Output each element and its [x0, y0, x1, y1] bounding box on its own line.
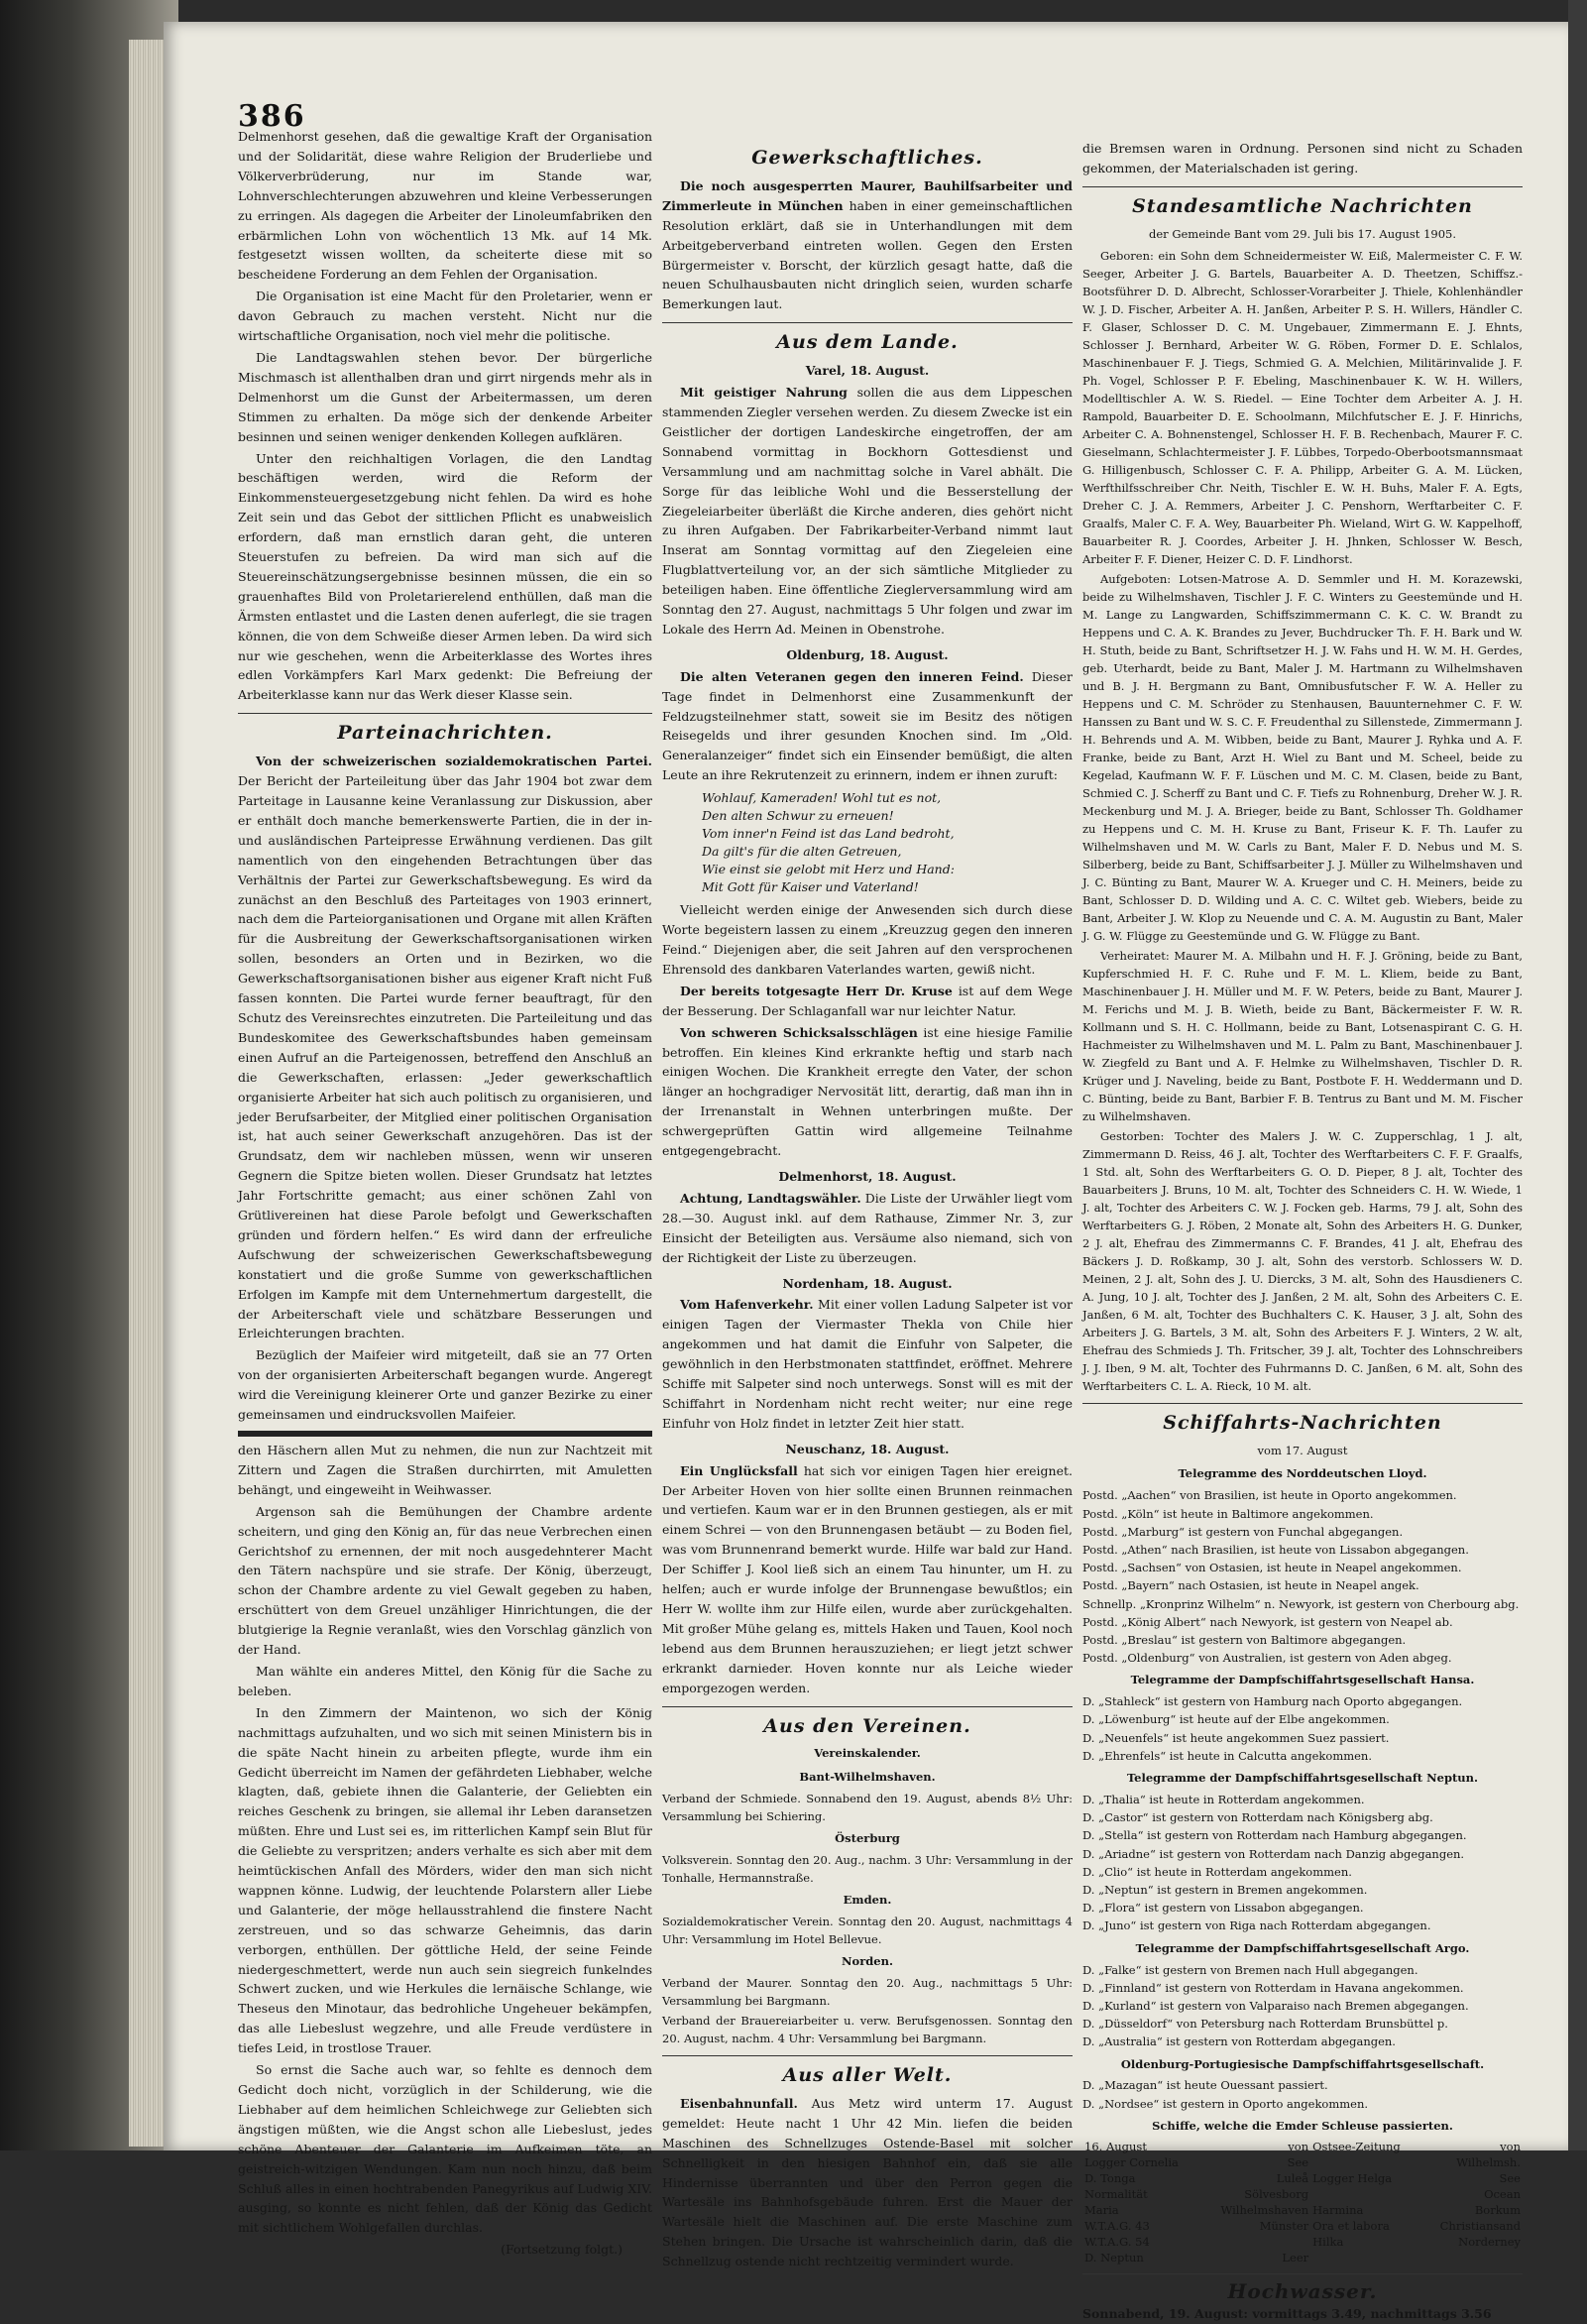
telegram-line: Schnellp. „Kronprinz Wilhelm“ n. Newyork, ist gestern von Cherbourg abg. [1082, 1596, 1520, 1611]
subheading: vom 17. August [1257, 1443, 1348, 1457]
poem-line: Da gilt's für die alten Getreuen, [702, 844, 902, 860]
telegram-line: D. „Clio“ ist heute in Rotterdam angekommen. [1082, 1864, 1352, 1879]
telegram-list [1082, 1791, 1523, 1935]
telegram-line: Postd. „Athen“ nach Brasilien, ist heute von Lissabon abgegangen. [1082, 1542, 1469, 1557]
dateline: Delmenhorst, 18. August. [778, 1168, 957, 1184]
lock-table-cell [1310, 2250, 1420, 2266]
telegram-line: Postd. „Breslau“ ist gestern von Baltimore abgegangen. [1082, 1632, 1407, 1647]
paragraph: Mit einer vollen Ladung Salpeter ist vor einigen Tagen der Viermaster Thekla von Chile hier angekommen und hat damit die Einfuhr von Salpeter, die gewöhnlich in den Herbstmonaten stattfindet, eröffnet. Mehrere Schiffe mit Salpeter sind noch unterwegs. Sonst will es mit der Schiffahrt in Nordenham nicht recht weiter; nur eine rege Einfuhr von Holz findet in letzter Zeit hier statt. [662, 1297, 1073, 1431]
dateline: Varel, 18. August. [805, 363, 930, 379]
lock-table-row [1082, 2139, 1523, 2154]
lock-table-cell: W.T.A.G. 54 [1084, 2234, 1150, 2249]
paragraph: die Bremsen waren in Ordnung. Personen sind nicht zu Schaden gekommen, der Materialschaden ist gering. [1082, 141, 1523, 175]
lock-table-cell [1310, 2186, 1420, 2202]
telegram-list [1082, 1692, 1523, 1765]
place-heading: Österburg [835, 1831, 900, 1846]
article-lead: Der bereits totgesagte Herr Dr. Kruse [680, 983, 953, 998]
registry-banns: Aufgeboten: Lotsen-Matrose A. D. Semmler und H. M. Korazewski, beide zu Wilhelmshaven, Tischler J. F. C. Winters zu Geestemünde und H. M. Lange zu Langwarden, Schiffszimmermann C. K. C. W. Brandt zu Heppens und C. A. K. Brandes zu Jever, Buchdrucker Th. F. H. Bark und W. H. Stuth, beide zu Bant, Schriftsetzer H. J. W. Fahs und H. W. M. H. Gerdes, geb. Uterhardt, beide zu Bant, Maler J. M. Hartmann zu Wilhelmshaven und B. J. H. Bergmann zu Bant, Omnibusfutscher F. W. A. Heller zu Heppens und C. M. Schröder zu Stenhausen, Bauunternehmer C. F. W. Hanssen zu Bant und W. S. C. F. Freudenthal zu Sillenstede, Zimmermann J. H. Behrends und A. M. Wibben, beide zu Bant, Maurer J. Ryhka und A. F. Franke, beide zu Bant, Arzt H. Wiel zu Bant und M. Scheel, beide zu Kegelad, Kaufmann W. F. F. Lüschen und M. C. M. Clasen, beide zu Bant, Schmied C. J. Scherff zu Bant und C. F. Tiefs zu Rohnenburg, Dreher W. J. R. Meckenburg und M. J. A. Brieger, beide zu Bant, Schlosser Th. Goldhamer zu Heppens und C. M. H. Kruse zu Bant, Friseur K. F. Th. Laufer zu Wilhelmshaven und M. W. Carls zu Bant, Maler F. D. Nebus und M. S. Silberberg, beide zu Bant, Schiffsarbeiter J. J. Müller zu Wilhelmshaven und J. C. Bünting zu Bant, Maurer W. A. Krueger und C. H. Meiners, beide zu Bant, Schlosser D. D. Wilding und A. C. C. Wiltet geb. Wiebers, beide zu Bant, Arbeiter J. W. Klop zu Neuende und C. A. M. Augustin zu Bant, Maler J. G. W. Flügge zu Geestemünde und G. W. Flügge zu Bant. [1082, 571, 1523, 943]
telegram-line: D. „Neuenfels“ ist heute angekommen Suez passiert. [1082, 1730, 1390, 1745]
lock-table-cell: Maria [1084, 2202, 1119, 2217]
telegram-line: D. „Neptun“ ist gestern in Bremen angekommen. [1082, 1883, 1368, 1898]
telegram-line: D. „Flora“ ist gestern von Lissabon abgegangen. [1082, 1901, 1364, 1916]
lock-table-cell: Logger Helga [1312, 2170, 1393, 2185]
lock-table-cell: D. Tonga [1084, 2170, 1136, 2185]
lock-table-cell: Münster [1259, 2218, 1309, 2233]
poem-line: Den alten Schwur zu erneuen! [702, 808, 894, 824]
event-entry: Verband der Maurer. Sonntag den 20. Aug., nachmittags 5 Uhr: Versammlung bei Bargmann. [662, 1975, 1073, 2008]
lock-table-cell: D. Neptun [1084, 2250, 1144, 2265]
lock-table-row [1082, 2154, 1523, 2170]
lock-table-row [1082, 2250, 1523, 2266]
lock-table-cell: Wilhelmsh. [1456, 2154, 1521, 2169]
dateline: Oldenburg, 18. August. [786, 646, 949, 662]
telegram-line: D. „Ariadne“ ist gestern von Rotterdam nach Danzig abgegangen. [1082, 1846, 1465, 1861]
paragraph: In den Zimmern der Maintenon, wo sich der König nachmittags aufzuhalten, und wo sich mit seinen Ministern bis in die späte Nacht hinein zu arbeiten pflegte, wurde ihm ein Gedicht überreicht im Namen der gefährdeten Liebhaber, welche klagten, daß, gebiete ihnen die Galanterie, der Geliebten ein reiches Geschenk zu bringen, sie allemal ihr Leben daransetzen müßten. Ehre und Lust sei es, im ritterlichen Kampf sein Blut für die Geliebte zu verspritzen; anders verhalte es sich aber mit dem heimtückischen Anfall des Mörders, wider den man sich nicht wappnen könne. Ludwig, der leuchtende Polarstern aller Liebe und Galanterie, der möge hellausstrahlend die finstere Nacht zerstreuen, und so das schwarze Geheimnis, das darin verborgen, enthüllen. Der göttliche Held, der seine Feinde niedergeschmettert, werde nun auch sein siegreich funkelndes Schwert zucken, und wie Herkules die lernäische Schlange, wie Theseus den Minotaur, das bedrohliche Ungeheuer bekämpfen, das alle Liebeslust wegzehre, und alle Freude verdüstere in tiefes Leid, in trostlose Trauer. [238, 1704, 652, 2056]
dateline: Nordenham, 18. August. [782, 1275, 953, 1291]
telegram-list [1082, 1961, 1523, 2051]
divider [662, 322, 1073, 323]
telegram-heading: Oldenburg-Portugiesische Dampfschiffahrtsgesellschaft. [1120, 2056, 1485, 2071]
paragraph: Vielleicht werden einige der Anwesenden sich durch diese Worte begeistern lassen zu einem „Kreuzzug gegen den inneren Feind.“ Diejenigen aber, die seit Jahren auf den versprochenen Ehrensold des dankbaren Vaterlandes warten, gewiß nicht. [662, 902, 1073, 977]
divider [1082, 2273, 1523, 2274]
divider [238, 713, 652, 714]
lock-table-cell: Borkum [1474, 2202, 1521, 2217]
telegram-line: D. „Stella“ ist gestern von Rotterdam nach Hamburg abgegangen. [1082, 1828, 1467, 1843]
lock-table-cell: Logger Cornelia [1084, 2154, 1179, 2169]
paragraph: hat sich vor einigen Tagen hier ereignet. Der Arbeiter Hoven von hier sollte einen Brunnen reinmachen und vertiefen. Kaum war er in den Brunnen gestiegen, als er mit einem Schrei — von den Brunnengasen betäubt — zu Boden fiel, was vom Brunnenrand bemerkt wurde. Hilfe war bald zur Hand. Der Schiffer J. Kool ließ sich an einem Tau hinunter, um H. zu helfen; auch er wurde infolge der Brunnengase bewußtlos; ein Herr W. wollte ihm zur Hilfe eilen, wurde aber zurückgehalten. Mit großer Mühe gelang es, mittels Haken und Tauen, Kool noch lebend aus dem Brunnen herauszuziehen; er liegt jetzt schwer erkrankt darnieder. Hoven konnte nur als Leiche wieder emporgezogen werden. [662, 1462, 1073, 1695]
place-heading: Norden. [842, 1954, 893, 1969]
page-number: 386 [238, 99, 306, 134]
subheading: der Gemeinde Bant vom 29. Juli bis 17. August 1905. [1149, 226, 1456, 241]
high-water-heading: Hochwasser. [1227, 2278, 1378, 2303]
continued-note: (Fortsetzung folgt.) [501, 2242, 623, 2258]
telegram-line: Postd. „Köln“ ist heute in Baltimore angekommen. [1082, 1506, 1374, 1521]
union-lead: Die noch ausgesperrten Maurer, Bauhilfsarbeiter und Zimmerleute in München [662, 177, 1073, 213]
lock-table-cell [1310, 2154, 1420, 2170]
telegram-line: D. „Mazagan“ ist heute Ouessant passiert. [1082, 2078, 1328, 2093]
paragraph: Aus Metz wird unterm 17. August gemeldet: Heute nacht 1 Uhr 42 Min. liefen die beiden Maschinen des Schnellzuges Ostende-Basel mit solcher Schnelligkeit in den hiesigen Bahnhof ein, daß sie alle Hindernisse überrannten und über den Perron gegen die Wartesäle ins Bahnhofsgebäude fuhren. Erst die Mauer der Wartesäle hielt die Maschinen auf. Die erste Maschine zum Stehen bringen. Die Ursache ist wahrscheinlich darin, daß die Schnellzug ostende nicht rechtzeitig vermindert wurde. [662, 2095, 1073, 2269]
subheading: Vereinskalender. [814, 1746, 921, 1761]
section-heading-registry: Standesamtliche Nachrichten [1132, 194, 1473, 217]
poem-line: Wie einst sie gelobt mit Herz und Hand: [702, 862, 955, 877]
event-entry: Verband der Schmiede. Sonnabend den 19. August, abends 8½ Uhr: Versammlung bei Schiering. [662, 1792, 1073, 1824]
article-lead: Eisenbahnunfall. [680, 2095, 798, 2111]
telegram-line: Postd. „König Albert“ nach Newyork, ist gestern von Neapel ab. [1082, 1614, 1453, 1629]
lock-table-cell: Sölvesborg [1244, 2186, 1309, 2201]
paragraph: ist eine hiesige Familie betroffen. Ein kleines Kind erkrankte heftig und starb nach einigen Wochen. Die Krankheit erregte den Vater, der schon länger an hochgradiger Nervosität litt, derartig, daß man ihn in der Irrenanstalt in Wehnen unterbringen mußte. Der schwergeprüften Gattin wird allgemeine Teilnahme entgegengebracht. [662, 1024, 1073, 1159]
lock-table-cell: Hilka [1312, 2234, 1344, 2249]
lock-table-cell: von [1288, 2139, 1309, 2153]
telegram-line: D. „Nordsee“ ist gestern in Oporto angekommen. [1082, 2096, 1369, 2111]
scan-border [1568, 0, 1587, 2150]
telegram-heading: Telegramme der Dampfschiffahrtsgesellschaft Hansa. [1130, 1673, 1475, 1687]
telegram-line: Postd. „Oldenburg“ von Australien, ist gestern von Aden abgeg. [1082, 1651, 1452, 1666]
lock-table-cell: Ostsee-Zeitung [1312, 2139, 1401, 2153]
lock-table-cell: Ocean [1484, 2186, 1521, 2201]
poem [702, 789, 1073, 896]
divider [1082, 186, 1523, 187]
paragraph: den Häschern allen Mut zu nehmen, die nun zur Nachtzeit mit Zittern und Zagen die Straßen durchirrten, mit Amuletten behängt, und eingeweiht in Weihwasser. [238, 1443, 652, 1497]
telegram-line: D. „Castor“ ist gestern von Rotterdam nach Königsberg abg. [1082, 1810, 1433, 1825]
poem-line: Vom inner'n Feind ist das Land bedroht, [702, 826, 955, 842]
lock-table-row [1082, 2234, 1523, 2250]
telegram-line: Postd. „Marburg“ ist gestern von Funchal abgegangen. [1082, 1524, 1404, 1539]
dateline: Neuschanz, 18. August. [785, 1441, 950, 1456]
lock-table-cell: Christiansand [1439, 2218, 1521, 2233]
divider [662, 1706, 1073, 1707]
column-right [1082, 139, 1523, 2324]
lock-table-row [1082, 2186, 1523, 2202]
telegram-heading: Telegramme des Norddeutschen Lloyd. [1178, 1466, 1427, 1481]
lock-table [1082, 2139, 1523, 2266]
event-entry: Verband der Brauereiarbeiter u. verw. Berufsgenossen. Sonntag den 20. August, nachm. 4 Uhr: Versammlung bei Bargmann. [662, 2013, 1073, 2045]
paragraph: Argenson sah die Bemühungen der Chambre ardente scheitern, und ging den König an, für das neue Verbrechen einen Gerichtshof zu ernennen, der mit noch ausgedehnterer Macht den Tätern nachspüre und sie strafe. Der König, überzeugt, schon der Chambre ardente zu viel Gewalt gegeben zu haben, erschüttert von dem Greuel unzähliger Hinrichtungen, die der blutgierige la Regnie veranlaßt, wies den Vorschlag gänzlich von der Hand. [238, 1503, 652, 1658]
lock-table-row [1082, 2218, 1523, 2234]
lock-table-cell: von [1500, 2139, 1521, 2153]
section-heading-clubs: Aus den Vereinen. [763, 1714, 971, 1737]
paragraph: Bezüglich der Maifeier wird mitgeteilt, daß sie an 77 Orten von der organisierten Arbeiterschaft begangen wurde. Angeregt wird die Vereinigung kleinerer Orte und ganzer Bezirke zu einer gemeinsamen und eindrucksvollen Maifeier. [238, 1347, 652, 1423]
divider [662, 2055, 1073, 2056]
telegram-line: D. „Finnland“ ist gestern von Rotterdam in Havana angekommen. [1082, 1980, 1464, 1995]
event-entry: Volksverein. Sonntag den 20. Aug., nachm. 3 Uhr: Versammlung in der Tonhalle, Hermannstraße. [662, 1853, 1073, 1886]
telegram-line: Postd. „Aachen“ von Brasilien, ist heute in Oporto angekommen. [1082, 1488, 1457, 1503]
lock-table-cell: Norderney [1458, 2234, 1521, 2249]
paragraph: ist auf dem Wege der Besserung. Der Schlaganfall war nur leichter Natur. [662, 983, 1073, 1018]
telegram-line: D. „Stahleck“ ist gestern von Hamburg nach Oporto abgegangen. [1082, 1694, 1463, 1709]
lock-table-cell: See [1499, 2170, 1521, 2185]
lock-table-cell [1200, 2234, 1310, 2250]
registry-deaths: Gestorben: Tochter des Malers J. W. C. Zupperschlag, 1 J. alt, Zimmermann D. Reiss, 46 J. alt, Tochter des Werftarbeiters C. F. F. Graalfs, 1 Std. alt, Sohn des Werftarbeiters G. O. D. Pieper, 8 J. alt, Tochter des Bauarbeiters J. Bruns, 10 M. alt, Tochter des Schneiders C. H. W. Wiede, 1 J. alt, Tochter des Arbeiters C. W. J. Focken geb. Harms, 79 J. alt, Sohn des Werftarbeiters G. J. Röben, 2 Monate alt, Sohn des Arbeiters H. G. Dunker, 2 J. alt, Ehefrau des Zimmermanns C. F. Brandes, 41 J. alt, Ehefrau des Bäckers J. D. Roßkamp, 30 J. alt, Sohn des verstorb. Schlossers W. D. Meinen, 2 J. alt, Sohn des J. U. Diercks, 3 M. alt, Sohn des Hausdieners C. A. Jung, 10 J. alt, Tochter des J. Janßen, 2 M. alt, Sohn des Arbeiters C. E. Janßen, 6 M. alt, Tochter des Buchhalters C. K. Hauser, 3 J. alt, Sohn des Arbeiters J. G. Bartels, 3 M. alt, Sohn des Arbeiters F. J. Winters, 2 W. alt, Ehefrau des Schmieds J. Th. Fritscher, 39 J. alt, Tochter des Lohnschreibers J. J. Iben, 9 M. alt, Tochter des Fuhrmanns D. C. Janßen, 6 M. alt, Sohn des Werftarbeiters C. L. A. Rieck, 10 M. alt. [1082, 1128, 1523, 1393]
section-heading-land: Aus dem Lande. [776, 331, 959, 354]
column-middle [662, 149, 1073, 2273]
paragraph: Die Liste der Urwähler liegt vom 28.—30. August inkl. auf dem Rathause, Zimmer Nr. 3, zur Einsicht der Beteiligten aus. Versäume also niemand, sich von der Richtigkeit der Liste zu überzeugen. [662, 1190, 1073, 1265]
telegram-line: D. „Kurland“ ist gestern von Valparaiso nach Bremen abgegangen. [1082, 1998, 1469, 2013]
registry-marriages: Verheiratet: Maurer M. A. Milbahn und H. F. J. Gröning, beide zu Bant, Kupferschmied H. F. C. Ruhe und F. M. L. Kliem, beide zu Bant, Maschinenbauer J. H. Müller und M. F. W. Peters, beide zu Bant, Maurer J. M. Ferichs und M. J. B. Wieth, beide zu Bant, Bäckermeister F. W. R. Kollmann und S. H. C. Hollmann, beide zu Bant, Lotsenaspirant C. G. H. Hachmeister zu Wilhelmshaven und M. L. Palm zu Bant, Maschinenbauer J. W. Ziegfeld zu Bant und A. F. Helmke zu Wilhelmshaven, Tischler D. R. Krüger und J. Naveling, beide zu Bant, Postbote F. H. Weddermann und D. C. Bünting, beide zu Bant, Barbier F. B. Tentrus zu Bant und M. M. Fischer zu Wilhelmshaven. [1082, 948, 1523, 1123]
telegram-line: D. „Düsseldorf“ von Petersburg nach Rotterdam Brunsbüttel p. [1082, 2017, 1448, 2032]
telegram-heading: Telegramme der Dampfschiffahrtsgesellschaft Argo. [1135, 1940, 1470, 1955]
paragraph: Unter den reichhaltigen Vorlagen, die den Landtag beschäftigen werden, wird die Reform der Einkommensteuergesetzgebung nicht fehlen. Da wird es hohe Zeit sein und das Gebot der sittlichen Pflicht es unabweislich erfordern, daß man ernstlich daran geht, die unteren Steuerstufen zu befreien. Da wird man sich auf die Steuereinschätzungsergebnisse besinnen müssen, die ein so grauenhaftes Bild von Proletarierelend enthüllen, daß man die Ärmsten entlastet und die Lasten denen auferlegt, die sie tragen können, die von dem Schweiße dieser Armen leben. Da wird sich nur wie geschehen, wenn die Arbeiterklasse des Wortes ihres edlen Vorkämpfers Karl Marx gedenkt: Die Befreiung der Arbeiterklasse kann nur das Werk dieser Klasse sein. [238, 450, 652, 703]
party-lead: Von der schweizerischen sozialdemokratischen Partei. [256, 754, 652, 769]
article-lead: Ein Unglücksfall [680, 1462, 798, 1478]
telegram-line: Postd. „Sachsen“ von Ostasien, ist heute in Neapel angekommen. [1082, 1561, 1462, 1575]
paragraph: So ernst die Sache auch war, so fehlte es dennoch dem Gedicht doch nicht, vorzüglich in der Schilderung, wie die Liebhaber auf dem heimlichen Schleichwege zur Geliebten sich ängstigen müßten, wie die Angst schon alle Liebeslust, jedes schöne Abenteuer der Galanterie im Aufkeimen töte, an geistreich-witzigen Wendungen. Kam nun noch hinzu, daß beim Schluß alles in einen hochtrabenden Panegyrikus auf Ludwig XIV. ausging, so konnte es nicht fehlen, daß der König das Gedicht mit sichtlichem Wohlgefallen durchlas. [238, 2062, 652, 2236]
section-heading-shipping: Schiffahrts-Nachrichten [1163, 1411, 1442, 1434]
section-heading-union: Gewerkschaftliches. [751, 147, 983, 169]
telegram-line: Postd. „Bayern“ nach Ostasien, ist heute in Neapel angek. [1082, 1578, 1419, 1593]
telegram-list [1082, 2076, 1523, 2112]
telegram-line: D. „Falke“ ist gestern von Bremen nach Hull abgegangen. [1082, 1962, 1418, 1977]
place-heading: Bant-Wilhelmshaven. [799, 1770, 936, 1785]
telegram-list [1082, 1486, 1523, 1667]
place-heading: Emden. [843, 1893, 892, 1908]
event-entry: Sozialdemokratischer Verein. Sonntag den 20. August, nachmittags 4 Uhr: Versammlung im Hotel Bellevue. [662, 1915, 1073, 1947]
lock-table-cell: W.T.A.G. 43 [1084, 2218, 1150, 2233]
lock-table-cell: Leer [1282, 2250, 1309, 2265]
article-lead: Vom Hafenverkehr. [680, 1297, 814, 1313]
divider [1082, 1403, 1523, 1404]
article-lead: Von schweren Schicksalsschlägen [680, 1024, 918, 1040]
telegram-line: D. „Ehrenfels“ ist heute in Calcutta angekommen. [1082, 1748, 1372, 1763]
poem-line: Mit Gott für Kaiser und Vaterland! [702, 879, 919, 895]
paragraph: Delmenhorst gesehen, daß die gewaltige Kraft der Organisation und der Solidarität, diese wahre Religion der Bruderliebe und Völkerverbrüderung, nur im Stande war, Lohnverschlechterungen abzuwehren und kleine Verbesserungen zu erringen. Als dagegen die Arbeiter der Linoleumfabriken den erbärmlichen Lohn von wöchentlich 13 Mk. auf 14 Mk. festgesetzt wissen wollten, da scheiterte diese mit so bescheidene Forderung an dem Fehlen der Organisation. [238, 129, 652, 283]
lock-table-cell: See [1287, 2154, 1309, 2169]
lock-table-cell [1420, 2250, 1523, 2266]
lock-table-cell: Wilhelmshaven [1220, 2202, 1309, 2217]
column-left [238, 127, 652, 2260]
lock-table-cell: Normalität [1084, 2186, 1148, 2201]
paragraph: haben in einer gemeinschaftlichen Resolution erklärt, daß sie in Unterhandlungen mit dem Arbeitgeberverband eintreten wollen. Gegen den Ersten Bürgermeister v. Borscht, der kürzlich gesagt hatte, daß die neuen Schulhausbauten nicht dringlich seien, wurden scharfe Bemerkungen laut. [662, 197, 1073, 312]
telegram-line: D. „Löwenburg“ ist heute auf der Elbe angekommen. [1082, 1712, 1390, 1727]
paragraph: Die Organisation ist eine Macht für den Proletarier, wenn er davon Gebrauch zu machen versteht. Nicht nur die wirtschaftliche Organisation, noch viel mehr die politische. [238, 289, 652, 344]
paragraph: Man wählte ein anderes Mittel, den König für die Sache zu beleben. [238, 1663, 652, 1698]
lock-table-cell: 16. August [1084, 2139, 1147, 2153]
paragraph: Der Bericht der Parteileitung über das Jahr 1904 bot zwar dem Parteitage in Lausanne keine Veranlassung zur Diskussion, aber er enthält doch manche bemerkenswerte Partien, die in der in- und ausländischen Parteipresse Erwähnung verdienen. Das gilt namentlich von den eingehenden Betrachtungen über das Verhältnis der Partei zur Gewerkschaftsbewegung. Es wird da zunächst an den Beschluß des Parteitages von 1903 erinnert, nach dem die Parteiorganisationen und Organe mit allen Kräften für die Ausbreitung der Gewerkschaftsorganisationen wirken sollen, besonders an Orten und in Bezirken, wo die Gewerkschaftsorganisationen bisher aus eigener Kraft nicht Fuß fassen konnten. Die Partei wurde ferner beauftragt, für den Schutz des Vereinsrechtes einzutreten. Die Parteileitung und das Bundeskomitee des Gewerkschaftsbundes haben gemeinsam einen Aufruf an die Parteigenossen, betreffend den Anschluß an die Gewerkschaften, erlassen: „Jeder gewerkschaftlich organisierte Arbeiter hat sich auch politisch zu organisieren, und jeder Berufsarbeiter, der Mitglied einer politischen Organisation ist, hat auch seiner Gewerkschaft anzugehören. Das ist der Grundsatz, dem wir nachleben müssen, wenn wir unseren Gegnern die Spitze bieten wollen. Dieser Grundsatz hat letztes Jahr Fortschritte gemacht; aus einer schönen Zahl von Grütlivereinen hat diese Parole befolgt und Gewerkschaften gründen und fördern helfen.“ Es wird dann der erfreuliche Aufschwung der schweizerischen Gewerkschaftsbewegung konstatiert und die große Summe von gewerkschaftlichen Erfolgen im Kampfe mit dem Unternehmertum dargestellt, die der Arbeiterschaft viele und schätzbare Besserungen und Erleichterungen brachten. [238, 773, 652, 1341]
feuilleton-divider [238, 1431, 652, 1437]
page-edges [129, 40, 167, 2147]
lock-table-cell: Luleå [1276, 2170, 1309, 2185]
article-lead: Mit geistiger Nahrung [680, 385, 848, 401]
paragraph: Die Landtagswahlen stehen bevor. Der bürgerliche Mischmasch ist allenthalben dran und girrt nirgends mehr als in Delmenhorst um die Gunst der Arbeitermassen, um deren Stimmen zu erhalten. Da möge sich der denkende Arbeiter besinnen und seinen weniger denkenden Kollegen aufklären. [238, 349, 652, 444]
telegram-line: D. „Juno“ ist gestern von Riga nach Rotterdam abgegangen. [1082, 1918, 1431, 1933]
telegram-line: D. „Australia“ ist gestern von Rotterdam abgegangen. [1082, 2034, 1396, 2049]
poem-line: Wohlauf, Kameraden! Wohl tut es not, [702, 790, 942, 806]
lock-heading: Schiffe, welche die Emder Schleuse passierten. [1152, 2118, 1453, 2133]
high-water-times: Sonnabend, 19. August: vormittags 3.49, nachmittags 3.56 [1082, 2305, 1492, 2321]
article-lead: Die alten Veteranen gegen den inneren Feind. [680, 668, 1024, 684]
lock-table-row [1082, 2170, 1523, 2186]
section-heading-party: Parteinachrichten. [337, 722, 553, 745]
lock-table-cell: Harmina [1312, 2202, 1364, 2217]
lock-table-cell: Ora et labora [1312, 2218, 1390, 2233]
article-lead: Achtung, Landtagswähler. [680, 1190, 861, 1206]
telegram-heading: Telegramme der Dampfschiffahrtsgesellschaft Neptun. [1126, 1771, 1479, 1786]
lock-table-row [1082, 2202, 1523, 2218]
paragraph: sollen die aus dem Lippeschen stammenden Ziegler versehen werden. Zu diesem Zwecke ist ein Geistlicher der dortigen Landeskirche eingetroffen, der am Sonnabend vormittag in Bockhorn Gottesdienst und Versammlung und am nachmittag solche in Varel abhält. Die Sorge für das leibliche Wohl und die Besserstellung der Ziegeleiarbeiter überläßt die Kirche anderen, dies gehört nicht zu ihren Aufgaben. Der Fabrikarbeiter-Verband nimmt laut Inserat am Sonntag vormittag auf den Ziegeleien eine Flugblattverteilung vor, an der sich sämtliche Mitglieder zu beteiligen haben. Eine öffentliche Zieglerversammlung wird am Sonntag den 27. August, nachmittags 5 Uhr folgen und zwar im Lokale des Herrn Ad. Meinen in Obenstrohe. [662, 385, 1073, 637]
paragraph: Dieser Tage findet in Delmenhorst eine Zusammenkunft der Feldzugsteilnehmer statt, soweit sie im Besitz des nötigen Reisegelds und ihrer gesunden Knochen sind. Im „Old. Generalanzeiger“ findet sich ein Einsender bemüßigt, die alten Leute an ihre Rekrutenzeit zu erinnern, indem er ihnen zuruft: [662, 668, 1073, 783]
registry-births: Geboren: ein Sohn dem Schneidermeister W. Eiß, Malermeister C. F. W. Seeger, Arbeiter J. G. Bartels, Bauarbeiter A. D. Theetzen, Schiffsz.-Bootsführer D. D. Albrecht, Schlosser-Vorarbeiter J. Thiele, Kohlenhändler W. J. D. Fischer, Arbeiter A. H. Janßen, Arbeiter P. S. H. Willers, Händler C. F. Glaser, Schlosser D. C. M. Ungebauer, Zimmermann E. J. Ehnts, Schlosser J. Bernhard, Arbeiter W. G. Röben, Former D. E. Schlalos, Maschinenbauer F. J. Tiegs, Schmied G. A. Melchien, Militärinvalide J. F. Ph. Vogel, Schlosser P. F. Ebeling, Maschinenbauer K. W. H. Willers, Modelltischler A. W. S. Riedel. — Eine Tochter dem Arbeiter A. J. H. Rampold, Bauarbeiter D. E. Schoolmann, Milchfutscher E. J. F. Hinrichs, Arbeiter C. A. Bohnenstengel, Schlosser H. F. B. Rechenbach, Maurer F. C. Gieselmann, Schlachtermeister J. F. Lübbes, Torpedo-Oberbootsmannsmaat G. Hilligenbusch, Schlosser C. F. A. Philipp, Arbeiter G. A. M. Lücken, Werfthilfsschreiber Chr. Neith, Tischler E. W. H. Buhs, Maler F. A. Egts, Dreher C. J. A. Remmers, Arbeiter J. C. Penshorn, Werftarbeiter C. F. Graalfs, Maler C. F. A. Wey, Bauarbeiter Ph. Wieland, Wirt G. W. Kappelhoff, Bauarbeiter R. J. Coordes, Arbeiter J. H. Jhnken, Schlosser W. Besch, Arbeiter F. F. Diener, Heizer C. D. F. Lindhorst. [1082, 248, 1523, 566]
telegram-line: D. „Thalia“ ist heute in Rotterdam angekommen. [1082, 1793, 1365, 1806]
section-heading-world: Aus aller Welt. [782, 2063, 953, 2086]
